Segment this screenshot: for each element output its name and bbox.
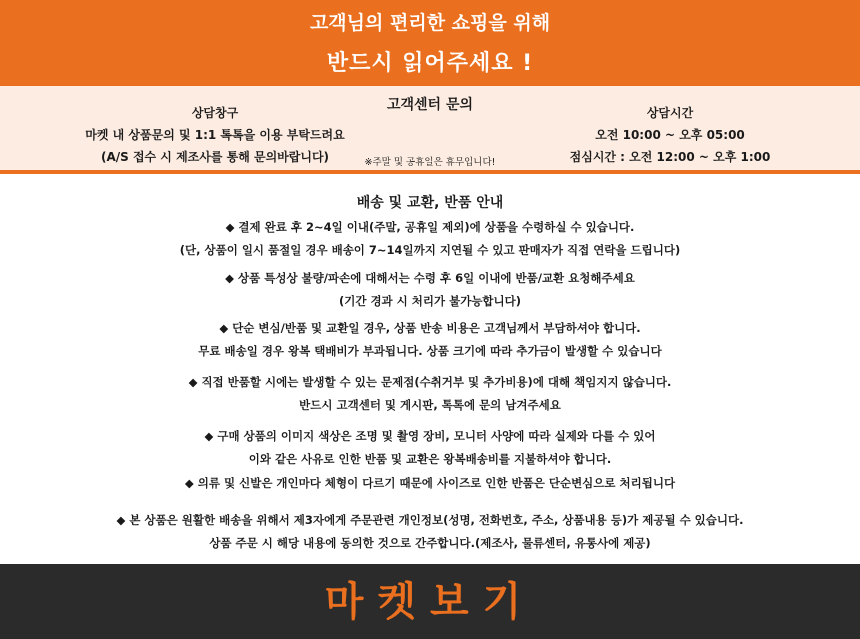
guide-line: (단, 상품이 일시 품절일 경우 배송이 7~14일까지 지연될 수 있고 판매자가 직접 연락을 드립니다) (179, 243, 681, 257)
guide-line: ◆ 구매 상품의 이미지 색상은 조명 및 촬영 장비, 모니터 사양에 따라 실제와 다를 수 있어 (204, 429, 656, 443)
hours-section (520, 102, 820, 168)
inquiry-line1: 마켓 내 상품문의 및 1:1 톡톡을 이용 부탁드려요 (85, 128, 345, 142)
guide-line: ◆ 단순 변심/반품 및 교환일 경우, 상품 반송 비용은 고객님께서 부담하셔야 합니다. (219, 321, 641, 335)
customer-service-panel (0, 86, 860, 174)
guide-line: 반드시 고객센터 및 게시판, 톡톡에 문의 남겨주세요 (299, 398, 561, 412)
guide-block (0, 472, 860, 495)
inquiry-section (60, 102, 370, 168)
guide-line: 무료 배송일 경우 왕복 택배비가 부과됩니다. 상품 크기에 따라 추가금이 발생할 수 있습니다 (198, 344, 662, 358)
guide-line: ◆ 본 상품은 원활한 배송을 위해서 제3자에게 주문관련 개인정보(성명, 전화번호, 주소, 상품내용 등)가 제공될 수 있습니다. (116, 513, 744, 527)
guide-block (0, 371, 860, 417)
view-market-button[interactable]: 마켓보기 (324, 579, 536, 625)
holiday-note: ※주말 및 공휴일은 휴무입니다! (364, 157, 496, 168)
guide-block (0, 267, 860, 313)
guide-block (0, 216, 860, 262)
guide-block (0, 425, 860, 471)
guide-line: ◆ 결제 완료 후 2~4일 이내(주말, 공휴일 제외)에 상품을 수령하실 수 있습니다. (225, 220, 635, 234)
hours-line2: 점심시간 : 오전 12:00 ~ 오후 1:00 (569, 150, 771, 164)
inquiry-line2: (A/S 접수 시 제조사를 통해 문의바랍니다) (100, 150, 330, 164)
guide-line: 상품 주문 시 해당 내용에 동의한 것으로 간주합니다.(제조사, 물류센터, 유통사에 제공) (209, 536, 651, 550)
notice-header (0, 0, 860, 86)
guide-title: 배송 및 교환, 반품 안내 (356, 195, 504, 211)
hours-line1: 오전 10:00 ~ 오후 05:00 (595, 128, 745, 142)
guide-line: ◆ 상품 특성상 불량/파손에 대해서는 수령 후 6일 이내에 반품/교환 요청해주세요 (225, 271, 635, 285)
guide-block (0, 509, 860, 555)
header-line2: 반드시 읽어주세요 ! (326, 51, 534, 76)
guide-line: ◆ 의류 및 신발은 개인마다 체형이 다르기 때문에 사이즈로 인한 반품은 단순변심으로 처리됩니다 (184, 476, 676, 490)
guide-block (0, 317, 860, 363)
hours-label: 상담시간 (646, 106, 694, 120)
footer-bar (0, 564, 860, 639)
guide-line: (기간 경과 시 처리가 불가능합니다) (338, 294, 522, 308)
customer-service-title: 고객센터 문의 (386, 97, 474, 113)
guide-line: ◆ 직접 반품할 시에는 발생할 수 있는 문제점(수취거부 및 추가비용)에 대해 책임지지 않습니다. (188, 375, 672, 389)
shipping-return-guide (0, 174, 860, 564)
header-line1: 고객님의 편리한 쇼핑을 위해 (309, 12, 551, 34)
inquiry-label: 상담창구 (191, 106, 239, 120)
guide-line: 이와 같은 사유로 인한 반품 및 교환은 왕복배송비를 지불하셔야 합니다. (248, 452, 612, 466)
